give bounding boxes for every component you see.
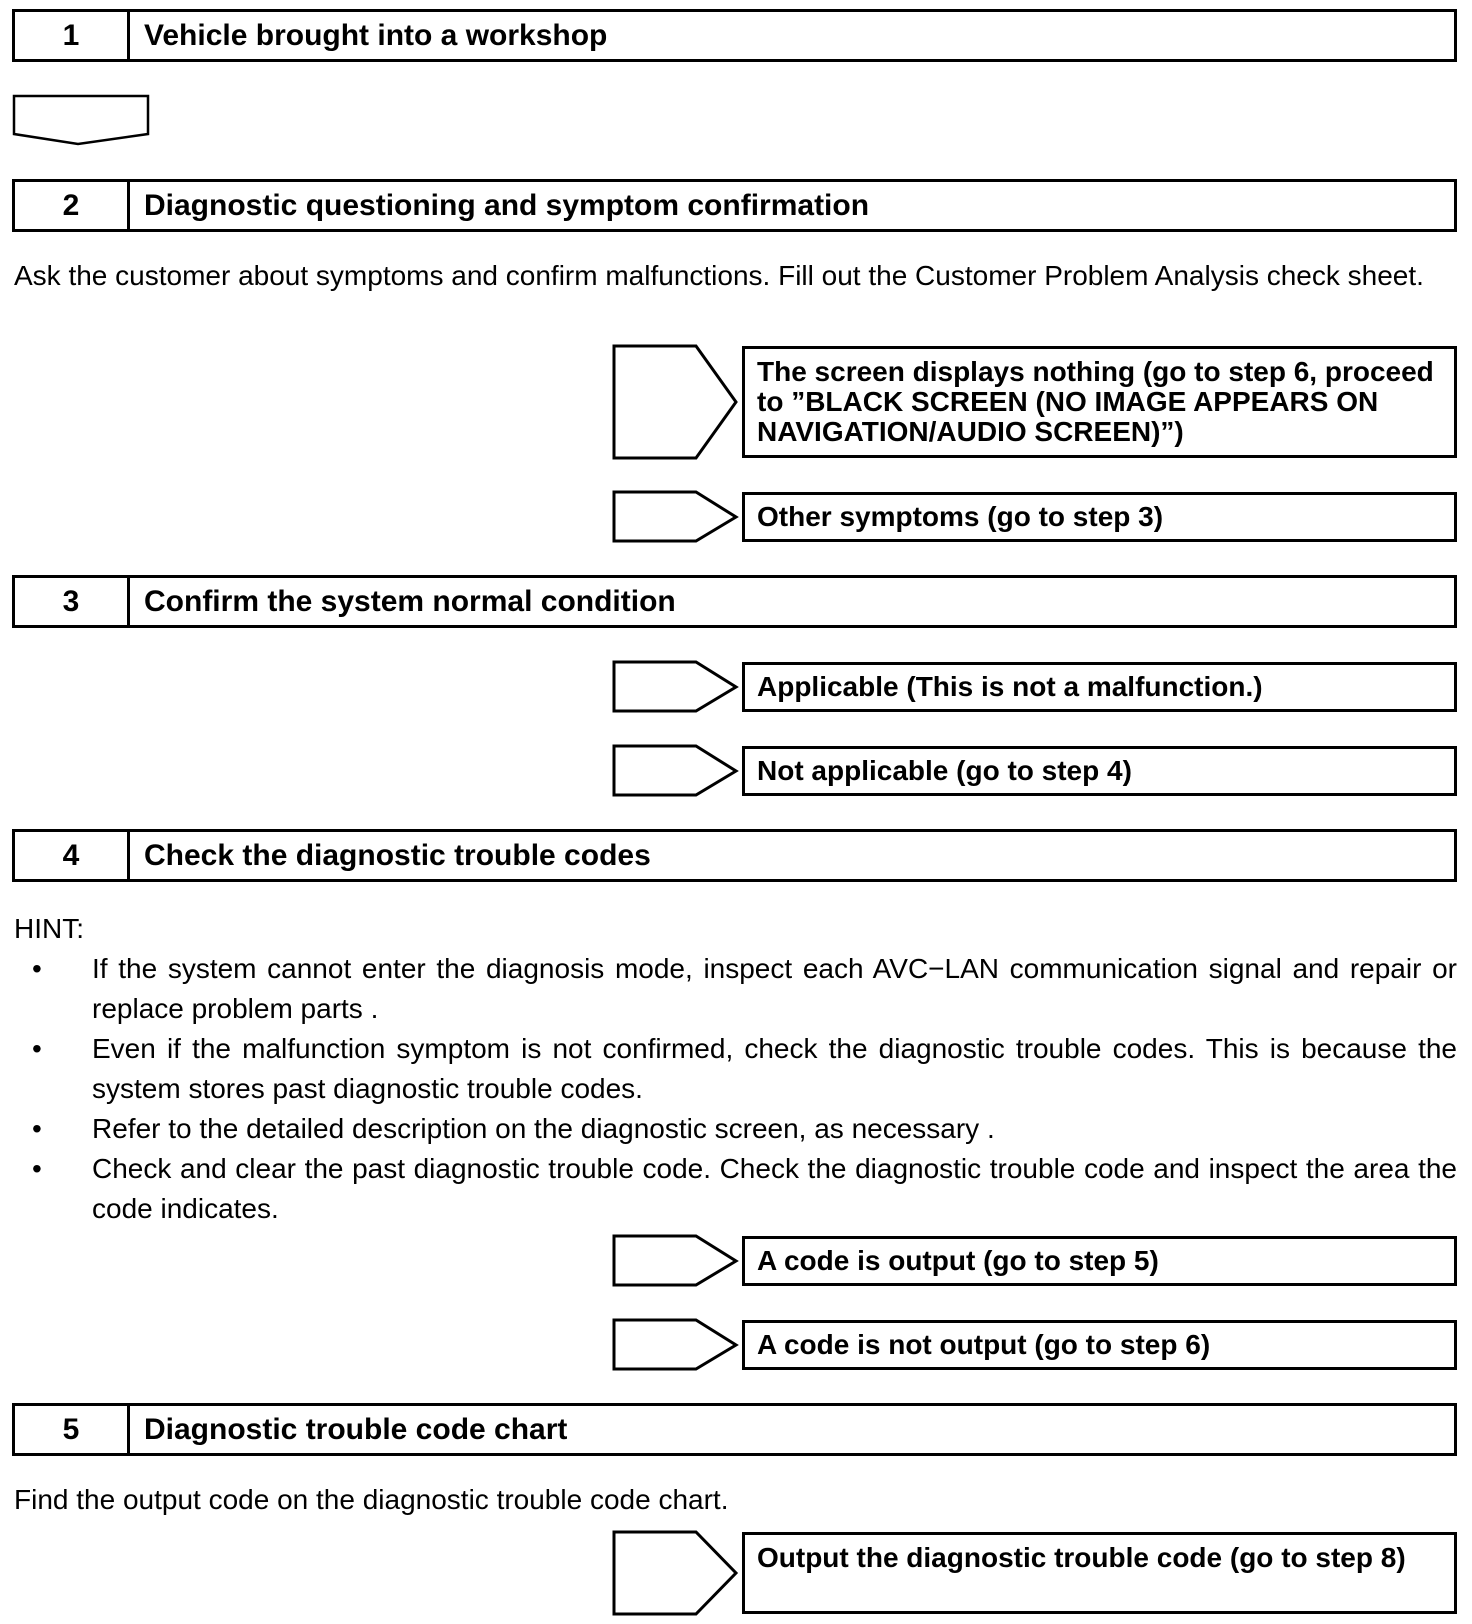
step-title: Check the diagnostic trouble codes — [144, 838, 651, 872]
step-number: 4 — [15, 832, 130, 879]
result-text: Not applicable (go to step 4) — [757, 755, 1132, 786]
step-title: Diagnostic trouble code chart — [144, 1412, 568, 1446]
bullet-text: Refer to the detailed description on the diagnostic screen, as necessary . — [92, 1113, 995, 1144]
bullet-icon: • — [32, 1033, 42, 1064]
bullet-text: Even if the malfunction symptom is not confirmed, check the diagnostic trouble codes. This is because the system stores past diagnostic trouble codes. — [92, 1033, 1457, 1104]
bullet-text: If the system cannot enter the diagnosis mode, inspect each AVC−LAN communication signal and repair or replace problem parts . — [92, 953, 1457, 1024]
step-number: 1 — [15, 12, 130, 59]
step-number: 2 — [15, 182, 130, 229]
step-5-description: Find the output code on the diagnostic trouble code chart. — [14, 1484, 729, 1515]
step-2-description: Ask the customer about symptoms and confirm malfunctions. Fill out the Customer Problem Analysis check sheet. — [14, 260, 1424, 291]
result-text: A code is output (go to step 5) — [757, 1245, 1159, 1276]
step-title: Vehicle brought into a workshop — [144, 18, 608, 52]
result-text: The screen displays nothing (go to step 6, proceed to ”BLACK SCREEN (NO IMAGE APPEARS ON NAVIGATION/AUDIO SCREEN)”) — [757, 356, 1434, 447]
bullet-icon: • — [32, 1153, 42, 1184]
result-box — [742, 1532, 1457, 1614]
result-text: A code is not output (go to step 6) — [757, 1329, 1211, 1360]
step-title: Confirm the system normal condition — [144, 584, 676, 618]
bullet-icon: • — [32, 1113, 42, 1144]
hint-label: HINT: — [14, 913, 84, 944]
bullet-text: Check and clear the past diagnostic trouble code. Check the diagnostic trouble code and inspect the area the code indicates. — [92, 1153, 1457, 1224]
result-text: Other symptoms (go to step 3) — [757, 501, 1164, 532]
result-text: Output the diagnostic trouble code (go to step 8) — [757, 1542, 1406, 1573]
bullet-icon: • — [32, 953, 42, 984]
step-number: 3 — [15, 578, 130, 625]
step-title: Diagnostic questioning and symptom confirmation — [144, 188, 870, 222]
result-text: Applicable (This is not a malfunction.) — [757, 671, 1263, 702]
step-number: 5 — [15, 1406, 130, 1453]
